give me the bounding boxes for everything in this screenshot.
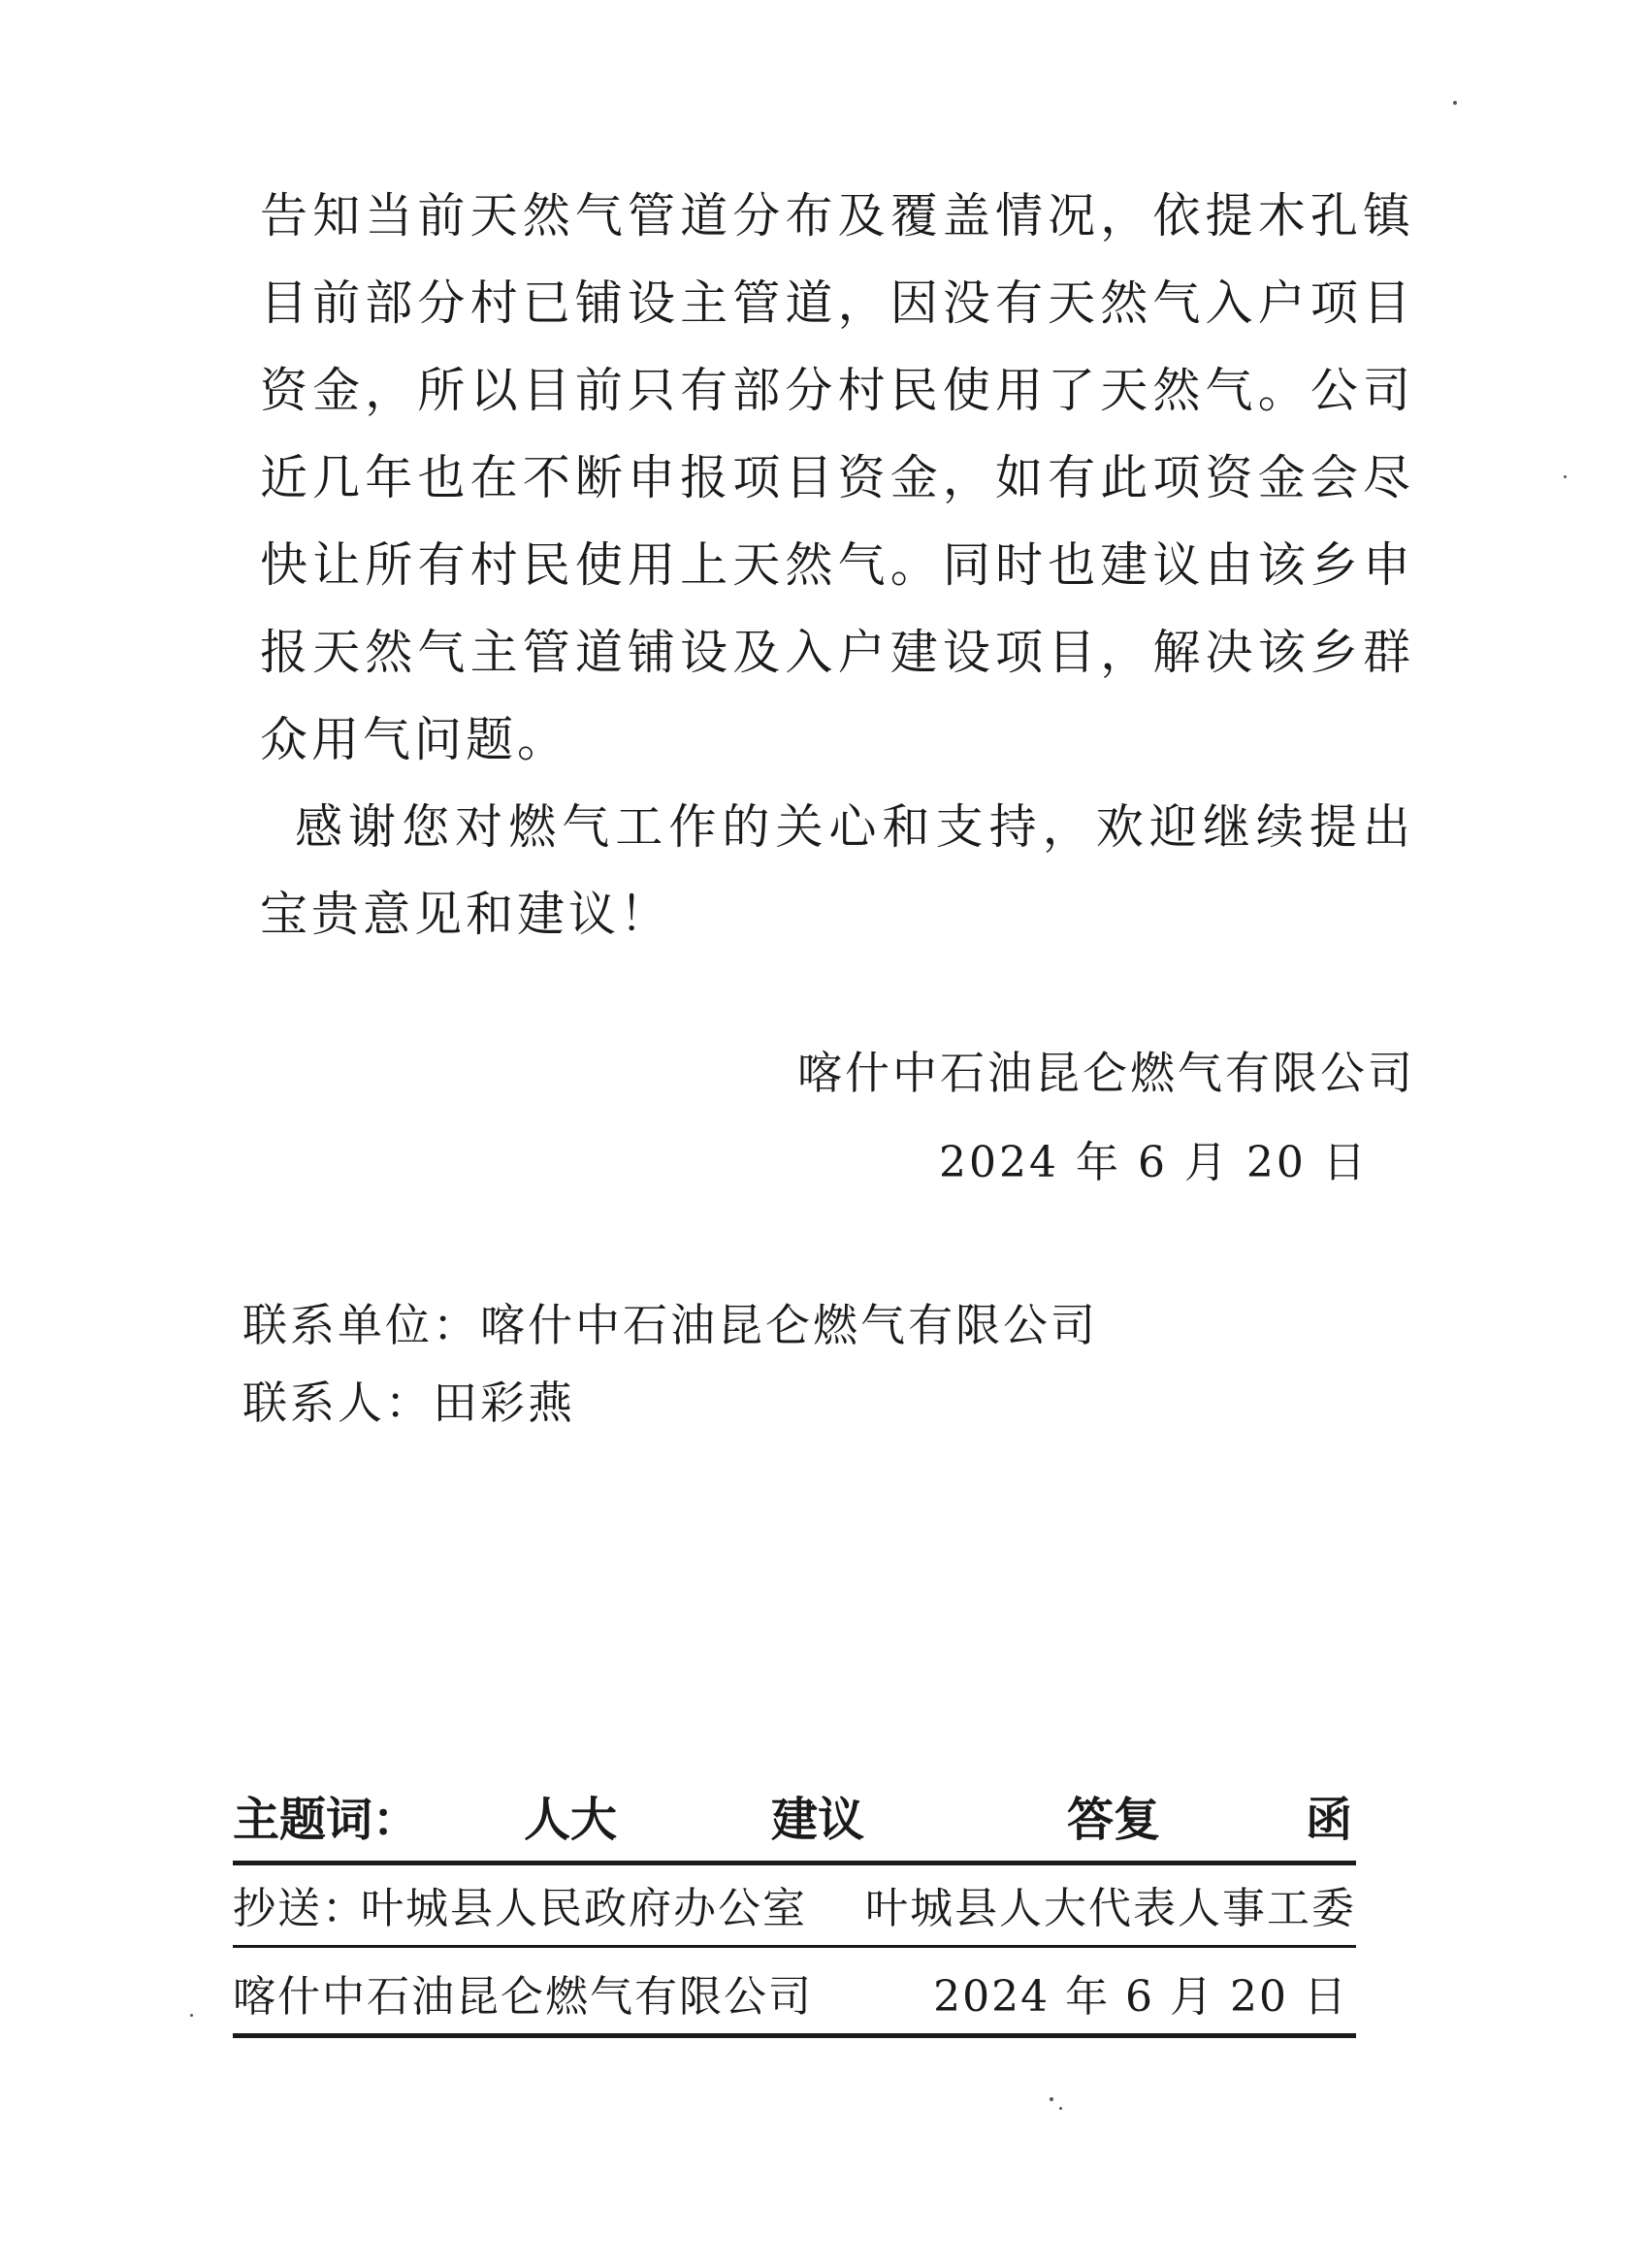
keywords-row [233,1773,1356,1865]
keyword: 函 [1305,1793,1352,1847]
cc-row [233,1867,1356,1948]
scan-speck [1453,101,1457,105]
keywords-label: 主题词： [233,1793,420,1847]
issue-date: 2024 年 6 月 20 日 [933,1972,1348,2022]
scan-speck [1050,2097,1053,2101]
scan-speck [190,2014,193,2017]
scan-speck [1059,2107,1062,2110]
signature-company: 喀什中石油昆仑燃气有限公司 [797,1047,1415,1099]
keyword: 答复 [1067,1793,1161,1847]
cc-recipient: 叶城县人大代表人事工委 [865,1884,1356,1933]
scan-speck [1564,475,1567,478]
body-paragraph-2: 感谢您对燃气工作的关心和支持，欢迎继续提出宝贵意见和建议！ [260,799,1414,942]
issuer-name: 喀什中石油昆仑燃气有限公司 [233,1972,813,2022]
cc-recipient: 叶城县人民政府办公室 [361,1884,807,1933]
keyword: 人大 [524,1793,618,1847]
signature-date: 2024 年 6 月 20 日 [939,1138,1369,1187]
letter-body [260,173,1414,958]
issuer-row [233,1952,1356,2038]
body-paragraph-1: 告知当前天然气管道分布及覆盖情况，依提木孔镇目前部分村已铺设主管道，因没有天然气入户项目资金，所以目前只有部分村民使用了天然气。公司近几年也在不断申报项目资金，如有此项资金会尽快让所有村民使用上天然气。同时也建议由该乡申报天然气主管道铺设及入户建设项目，解决该乡群众用气问题。 [260,188,1414,767]
contact-person: 联系人：田彩燕 [242,1377,575,1429]
keyword: 建议 [771,1793,865,1847]
contact-unit: 联系单位：喀什中石油昆仑燃气有限公司 [242,1299,1098,1351]
cc-label: 抄送： [233,1884,367,1933]
